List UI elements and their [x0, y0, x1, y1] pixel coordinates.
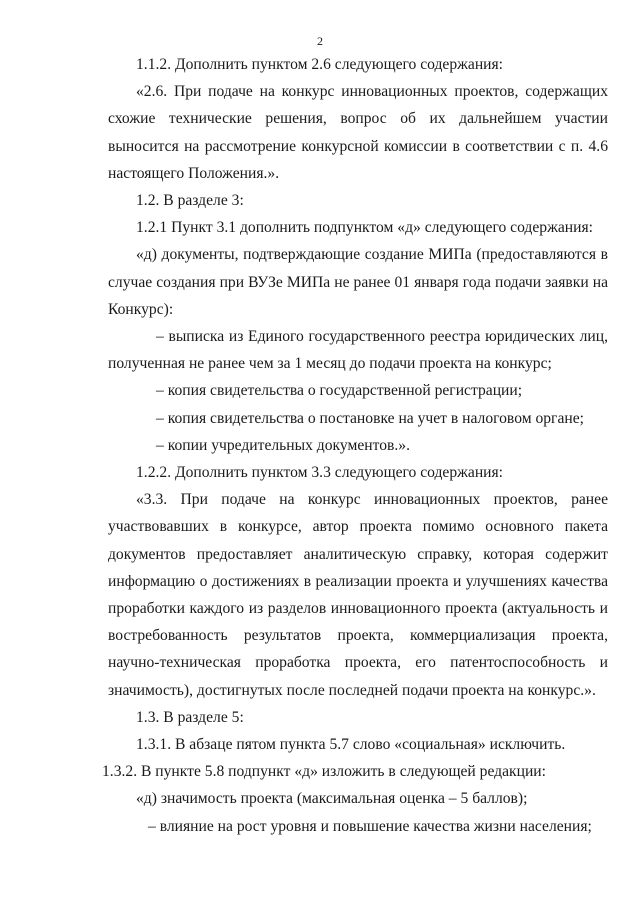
paragraph: 1.2.1 Пункт 3.1 дополнить подпунктом «д» следующего содержания:: [136, 219, 593, 237]
list-item: – выписка из Единого государственного реестра юридических лиц, полученная не ранее чем за 1 месяц до подачи проекта на конкурс;: [108, 328, 608, 373]
paragraph: 1.2. В разделе 3:: [136, 192, 244, 210]
paragraph: 1.3. В разделе 5:: [136, 708, 244, 726]
page-number: 2: [317, 34, 323, 48]
list-item: – копия свидетельства о постановке на учет в налоговом органе;: [156, 409, 584, 427]
list-item: – влияние на рост уровня и повышение качества жизни населения;: [148, 817, 592, 835]
paragraph: 1.3.1. В абзаце пятом пункта 5.7 слово «социальная» исключить.: [136, 736, 566, 754]
paragraph: 1.1.2. Дополнить пунктом 2.6 следующего содержания:: [136, 56, 504, 73]
paragraph: «д) значимость проекта (максимальная оценка – 5 баллов);: [136, 790, 528, 808]
paragraph: «д) документы, подтверждающие создание МИПа (предоставляются в случае создания при ВУЗе МИПа не ранее 01 января года подачи заявки на Конкурс):: [108, 246, 608, 318]
paragraph: «2.6. При подаче на конкурс инновационных проектов, содержащих схожие технические решения, вопрос об их дальнейшем участии выносится на рассмотрение конкурсной комиссии в соответствии с п. 4.6 настоящего Положения.».: [108, 83, 608, 182]
paragraph: 1.3.2. В пункте 5.8 подпункт «д» изложить в следующей редакции:: [102, 763, 546, 781]
list-item: – копии учредительных документов.».: [156, 436, 410, 454]
document-body: [102, 51, 608, 840]
paragraph: 1.2.2. Дополнить пунктом 3.3 следующего содержания:: [136, 464, 504, 482]
paragraph: «3.3. При подаче на конкурс инновационных проектов, ранее участвовавших в конкурсе, автор проекта помимо основного пакета документов предоставляет аналитическую справку, которая содержит информацию о достижениях в реализации проекта и улучшениях качества проработки каждого из разделов инновационного проекта (актуальность и востребованность результатов проекта, коммерциализация проекта, научно-техническая проработка проекта, его патентоспособность и значимость), достигнутых после последней подачи проекта на конкурс.».: [108, 491, 608, 699]
list-item: – копия свидетельства о государственной регистрации;: [156, 382, 523, 400]
